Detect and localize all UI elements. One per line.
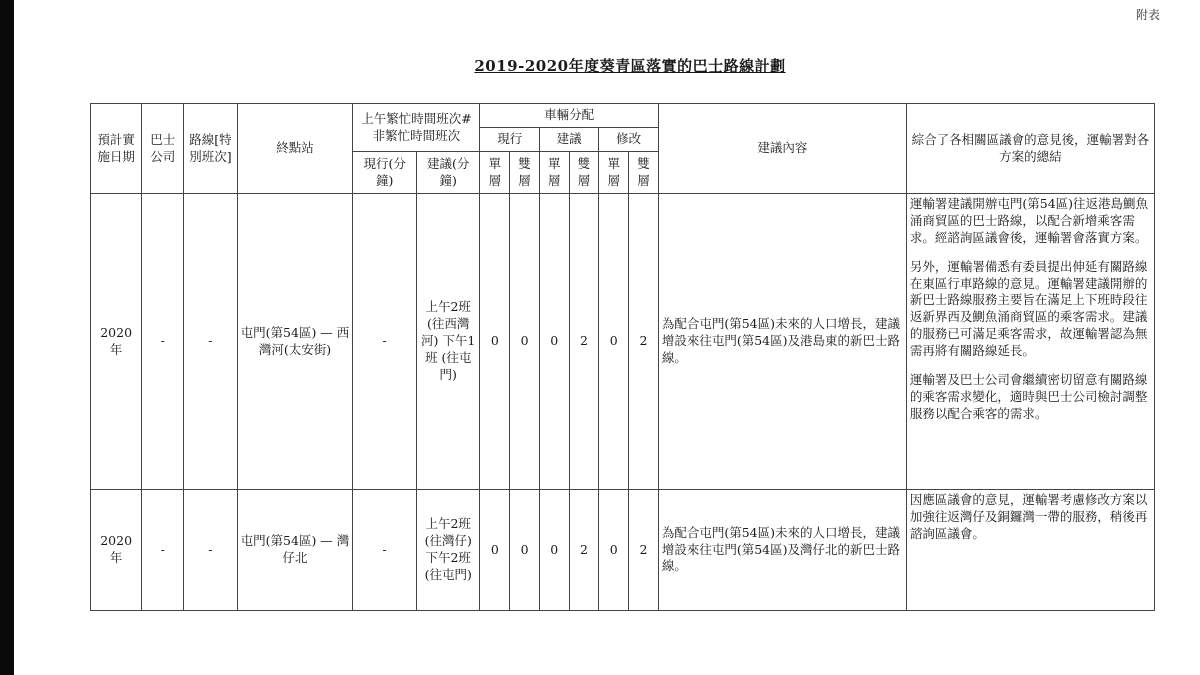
- header-route: 路線[特別班次]: [184, 104, 237, 194]
- header-single-deck: 單層: [480, 152, 510, 194]
- header-company: 巴士公司: [142, 104, 184, 194]
- cell-veh-current-single: 0: [480, 194, 510, 490]
- cell-veh-modified-single: 0: [599, 194, 629, 490]
- cell-veh-proposed-double: 2: [569, 194, 599, 490]
- cell-veh-proposed-single: 0: [539, 490, 569, 611]
- summary-paragraph: 另外，運輸署備悉有委員提出伸延有關路線在東區行車路線的意見。運輸署建議開辦的新巴士路線服務主要旨在滿足上下班時段往返新界西及鰂魚涌商貿區的乘客需求。建議的服務已可滿足乘客需求，故運輸署認為無需再將有關路線延長。: [909, 258, 1148, 358]
- cell-veh-proposed-single: 0: [539, 194, 569, 490]
- cell-summary: [906, 490, 1154, 611]
- header-single-deck: 單層: [599, 152, 629, 194]
- scan-edge-bar: [0, 0, 14, 675]
- cell-date: 2020年: [91, 194, 142, 490]
- header-veh-proposed: 建議: [539, 128, 598, 152]
- cell-route: -: [184, 490, 237, 611]
- cell-veh-modified-double: 2: [629, 194, 659, 490]
- cell-veh-modified-double: 2: [629, 490, 659, 611]
- cell-terminal: 屯門(第54區) — 灣仔北: [237, 490, 353, 611]
- header-proposal: 建議內容: [658, 104, 906, 194]
- header-veh-current: 現行: [480, 128, 539, 152]
- cell-freq-proposed: 上午2班 (往灣仔) 下午2班 (往屯門): [416, 490, 480, 611]
- header-single-deck: 單層: [539, 152, 569, 194]
- summary-paragraph: 因應區議會的意見，運輸署考慮修改方案以加強往返灣仔及銅鑼灣一帶的服務，稍後再諮詢區議會。: [909, 492, 1148, 541]
- cell-company: -: [142, 490, 184, 611]
- cell-freq-current: -: [353, 490, 417, 611]
- cell-terminal: 屯門(第54區) — 西灣河(太安街): [237, 194, 353, 490]
- table-row: [91, 490, 1155, 611]
- header-terminal: 終點站: [237, 104, 353, 194]
- cell-veh-modified-single: 0: [599, 490, 629, 611]
- header-summary: 綜合了各相關區議會的意見後，運輸署對各方案的總結: [906, 104, 1154, 194]
- cell-summary: [906, 194, 1154, 490]
- cell-veh-current-double: 0: [510, 194, 540, 490]
- header-vehicle-group: 車輛分配: [480, 104, 658, 128]
- header-double-deck: 雙層: [510, 152, 540, 194]
- cell-company: -: [142, 194, 184, 490]
- header-veh-modified: 修改: [599, 128, 658, 152]
- cell-proposal: 為配合屯門(第54區)未來的人口增長，建議增設來往屯門(第54區)及灣仔北的新巴士路線。: [658, 490, 906, 611]
- bus-route-table: [90, 103, 1155, 611]
- header-frequency-group: 上午繁忙時間班次#非繁忙時間班次: [353, 104, 480, 152]
- summary-paragraph: 運輸署及巴士公司會繼續密切留意有關路線的乘客需求變化，適時與巴士公司檢討調整服務以配合乘客的需求。: [909, 371, 1148, 421]
- cell-freq-proposed: 上午2班 (往西灣河) 下午1班 (往屯門): [416, 194, 480, 490]
- header-freq-proposed: 建議(分鐘): [416, 152, 480, 194]
- table-row: [91, 194, 1155, 490]
- summary-paragraph: 運輸署建議開辦屯門(第54區)往返港島鰂魚涌商貿區的巴士路線，以配合新增乘客需求。經諮詢區議會後，運輸署會落實方案。: [909, 196, 1149, 245]
- appendix-label: 附表: [1135, 8, 1160, 22]
- header-double-deck: 雙層: [569, 152, 599, 194]
- header-freq-current: 現行(分鐘): [353, 152, 417, 194]
- cell-freq-current: -: [353, 194, 417, 490]
- cell-veh-proposed-double: 2: [569, 490, 599, 611]
- cell-date: 2020年: [91, 490, 142, 611]
- header-date: 預計實施日期: [91, 104, 142, 194]
- cell-proposal: 為配合屯門(第54區)未來的人口增長，建議增設來往屯門(第54區)及港島東的新巴士路線。: [658, 194, 906, 490]
- cell-veh-current-single: 0: [480, 490, 510, 611]
- header-double-deck: 雙層: [629, 152, 659, 194]
- page-title: 2019-2020年度葵青區落實的巴士路線計劃: [474, 57, 786, 75]
- cell-route: -: [184, 194, 237, 490]
- cell-veh-current-double: 0: [510, 490, 540, 611]
